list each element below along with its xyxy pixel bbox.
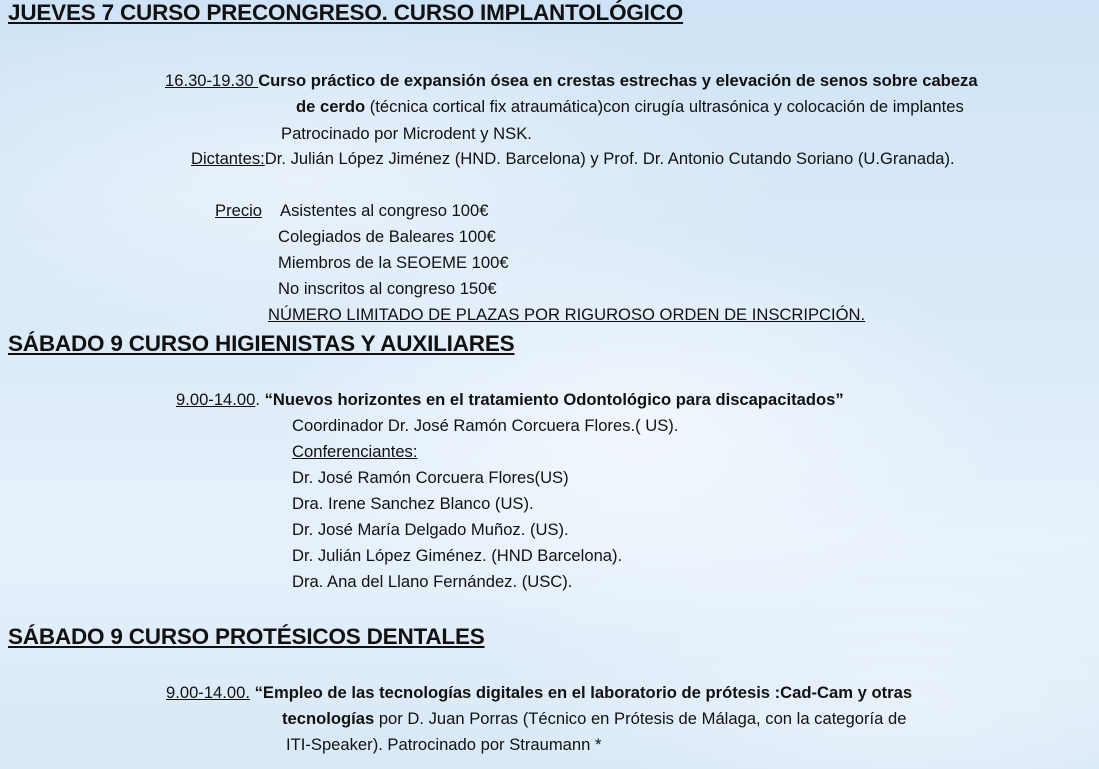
course-title: Curso práctico de expansión ósea en crestas estrechas y elevación de senos sobre cabeza <box>258 71 978 90</box>
course-title-line <box>176 390 844 410</box>
speaker-item: Dr. José Ramón Corcuera Flores(US) <box>292 468 569 487</box>
course-title-line <box>282 709 906 729</box>
course-description: (técnica cortical fix atraumática)con cirugía ultrasónica y colocación de implantes <box>365 97 964 116</box>
time-range: 9.00-14.00 <box>176 390 256 409</box>
sponsor-text: Patrocinado por Microdent y NSK. <box>281 124 532 143</box>
limited-places-notice: NÚMERO LIMITADO DE PLAZAS POR RIGUROSO ORDEN DE INSCRIPCIÓN. <box>268 305 866 324</box>
coordinator-text: Coordinador Dr. José Ramón Corcuera Flores.( US). <box>292 416 679 435</box>
speaker-item: Dr. Julián López Giménez. (HND Barcelona). <box>292 546 623 565</box>
course-title: “Nuevos horizontes en el tratamiento Odontológico para discapacitados” <box>264 390 844 409</box>
precio-label: Precio <box>215 201 263 220</box>
speaker-item: Dra. Irene Sanchez Blanco (US). <box>292 494 534 513</box>
course-title-line <box>165 71 978 91</box>
speaker-item: Dra. Ana del Llano Fernández. (USC). <box>292 572 573 591</box>
course-title-cont: tecnologías <box>282 709 375 728</box>
dictantes-line <box>191 149 955 169</box>
course-description: por D. Juan Porras (Técnico en Prótesis de Málaga, con la categoría de <box>374 709 907 728</box>
course-title-line <box>296 97 964 117</box>
price-item: Asistentes al congreso 100€ <box>280 201 489 220</box>
separator: . <box>255 390 265 409</box>
price-item: Miembros de la SEOEME 100€ <box>278 253 509 272</box>
time-range: 16.30-19.30 <box>165 71 259 90</box>
course-title-cont: de cerdo <box>296 97 366 116</box>
course-title-line <box>166 683 912 703</box>
dictantes-label: Dictantes: <box>191 149 265 168</box>
speakers-label: Conferenciantes: <box>292 442 418 461</box>
section-heading-implantologico: JUEVES 7 CURSO PRECONGRESO. CURSO IMPLANTOLÓGICO <box>8 0 684 25</box>
time-range: 9.00-14.00. <box>166 683 250 702</box>
course-title: “Empleo de las tecnologías digitales en el laboratorio de prótesis :Cad-Cam y otras <box>249 683 913 702</box>
price-item: No inscritos al congreso 150€ <box>278 279 497 298</box>
section-heading-higienistas: SÁBADO 9 CURSO HIGIENISTAS Y AUXILIARES <box>8 331 515 356</box>
dictantes-names: Dr. Julián López Jiménez (HND. Barcelona) y Prof. Dr. Antonio Cutando Soriano (U.Granada). <box>264 149 955 168</box>
price-item: Colegiados de Baleares 100€ <box>278 227 496 246</box>
speaker-sponsor-text: ITI-Speaker). Patrocinado por Straumann * <box>286 735 602 754</box>
section-heading-protesicos: SÁBADO 9 CURSO PROTÉSICOS DENTALES <box>8 624 485 649</box>
speaker-item: Dr. José María Delgado Muñoz. (US). <box>292 520 569 539</box>
